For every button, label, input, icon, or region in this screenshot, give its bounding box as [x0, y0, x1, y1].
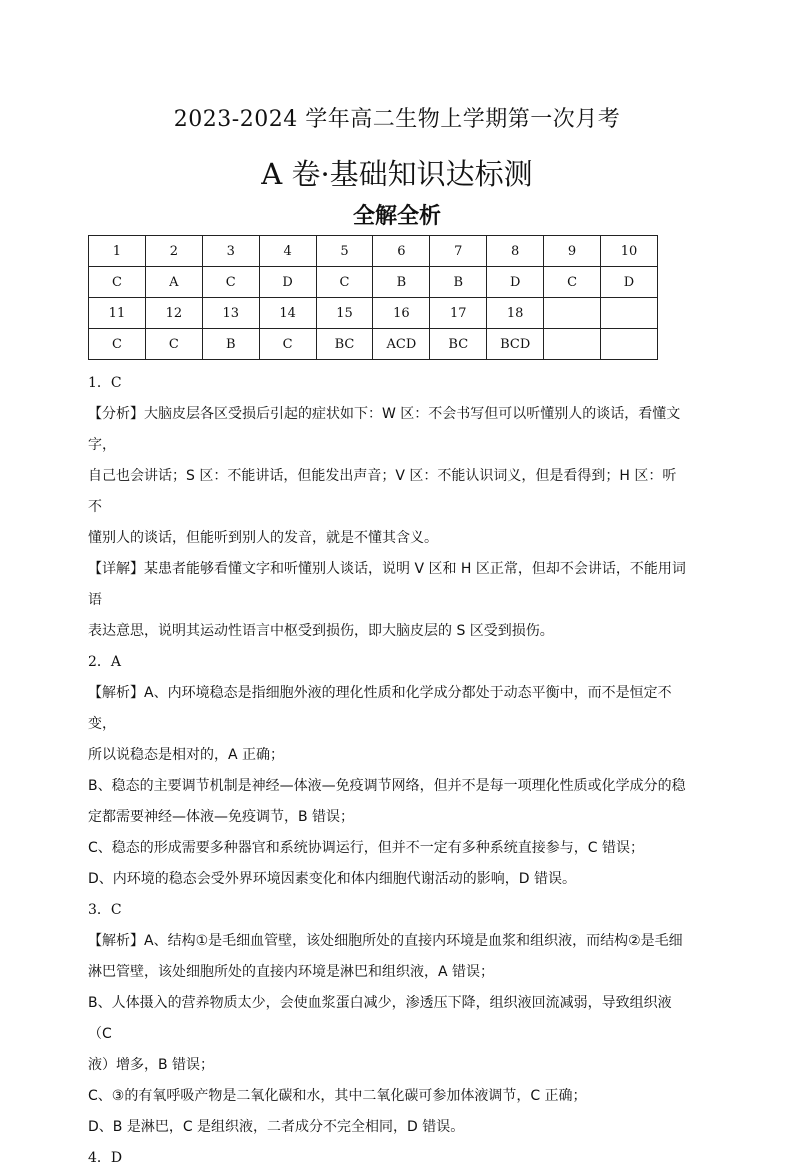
question-number-cell: 9 — [544, 236, 601, 267]
explanation-line: C、稳态的形成需要多种器官和系统协调运行，但并不一定有多种系统直接参与，C 错误； — [88, 840, 644, 856]
explanation-line: B、稳态的主要调节机制是神经—体液—免疫调节网络，但并不是每一项理化性质或化学成分的稳 — [88, 778, 686, 794]
answer-cell: B — [373, 267, 430, 298]
question-number-cell: 16 — [373, 298, 430, 329]
answer-cell: D — [601, 267, 658, 298]
explanation-line: C、③的有氧呼吸产物是二氧化碳和水，其中二氧化碳可参加体液调节，C 正确； — [88, 1088, 587, 1104]
explanation-line: B、人体摄入的营养物质太少，会使血浆蛋白减少，渗透压下降，组织液回流减弱，导致组织液（C — [88, 995, 672, 1042]
answer-cell: C — [202, 267, 259, 298]
question-number-cell: 13 — [202, 298, 259, 329]
explanation-line: 淋巴管壁，该处细胞所处的直接内环境是淋巴和组织液，A 错误； — [88, 964, 495, 980]
question-number-cell — [601, 298, 658, 329]
question-number-row — [89, 236, 658, 267]
answer-cell: C — [259, 329, 316, 360]
question-number-cell: 18 — [487, 298, 544, 329]
answer-cell: C — [316, 267, 373, 298]
document-subtitle: A 卷·基础知识达标测 — [261, 157, 533, 191]
explanation-line: 所以说稳态是相对的，A 正确； — [88, 747, 285, 763]
question-number-cell: 4 — [259, 236, 316, 267]
explanation-line: 【详解】某患者能够看懂文字和听懂别人谈话，说明 V 区和 H 区正常，但却不会讲话，不能用词语 — [88, 561, 686, 608]
answer-cell: C — [145, 329, 202, 360]
explanation-line: 定都需要神经—体液—免疫调节，B 错误； — [88, 809, 355, 825]
answer-cell: BC — [316, 329, 373, 360]
explanation-line: 【解析】A、内环境稳态是指细胞外液的理化性质和化学成分都处于动态平衡中，而不是恒定不变， — [88, 685, 672, 732]
answer-row — [89, 267, 658, 298]
question-number-cell: 6 — [373, 236, 430, 267]
answer-cell: B — [202, 329, 259, 360]
question-number-cell: 15 — [316, 298, 373, 329]
answer-cell: D — [487, 267, 544, 298]
question-number-cell: 17 — [430, 298, 487, 329]
answer-cell — [544, 329, 601, 360]
answer-cell: A — [145, 267, 202, 298]
answer-cell: C — [544, 267, 601, 298]
question-number-cell: 7 — [430, 236, 487, 267]
answer-cell: D — [259, 267, 316, 298]
answer-cell: ACD — [373, 329, 430, 360]
answer-cell — [601, 329, 658, 360]
answer-cell: BCD — [487, 329, 544, 360]
question-number-cell: 3 — [202, 236, 259, 267]
question-number-cell: 8 — [487, 236, 544, 267]
answer-cell: BC — [430, 329, 487, 360]
answer-cell: C — [89, 329, 146, 360]
answer-cell: C — [89, 267, 146, 298]
question-number-cell — [544, 298, 601, 329]
question-number: 2．A — [88, 654, 122, 670]
explanations — [88, 368, 688, 1174]
question-number-cell: 10 — [601, 236, 658, 267]
explanation-line: 【解析】A、结构①是毛细血管壁，该处细胞所处的直接内环境是血浆和组织液，而结构②是毛细 — [88, 933, 683, 949]
explanation-line: 自己也会讲话；S 区：不能讲话，但能发出声音；V 区：不能认识词义，但是看得到；H 区：听不 — [88, 468, 677, 515]
answer-cell: B — [430, 267, 487, 298]
document-tag: 全解全析 — [352, 204, 441, 229]
answer-row — [89, 329, 658, 360]
explanation-line: 懂别人的谈话，但能听到别人的发音，就是不懂其含义。 — [88, 530, 438, 546]
question-number-cell: 2 — [145, 236, 202, 267]
question-number-cell: 5 — [316, 236, 373, 267]
explanation-line: 表达意思，说明其运动性语言中枢受到损伤，即大脑皮层的 S 区受到损伤。 — [88, 623, 554, 639]
question-number: 1．C — [88, 375, 122, 391]
question-number-cell: 12 — [145, 298, 202, 329]
explanation-line: D、B 是淋巴，C 是组织液，二者成分不完全相同，D 错误。 — [88, 1119, 465, 1135]
answer-table — [88, 235, 658, 360]
document-title: 2023-2024 学年高二生物上学期第一次月考 — [173, 107, 621, 132]
explanation-line: 液）增多，B 错误； — [88, 1057, 215, 1073]
question-number: 3．C — [88, 902, 122, 918]
question-number-cell: 1 — [89, 236, 146, 267]
question-number-cell: 14 — [259, 298, 316, 329]
question-number-row — [89, 298, 658, 329]
question-number: 4．D — [88, 1150, 123, 1166]
explanation-line: D、内环境的稳态会受外界环境因素变化和体内细胞代谢活动的影响，D 错误。 — [88, 871, 577, 887]
explanation-line: 【分析】大脑皮层各区受损后引起的症状如下：W 区：不会书写但可以听懂别人的谈话，看懂文字， — [88, 406, 681, 453]
question-number-cell: 11 — [89, 298, 146, 329]
